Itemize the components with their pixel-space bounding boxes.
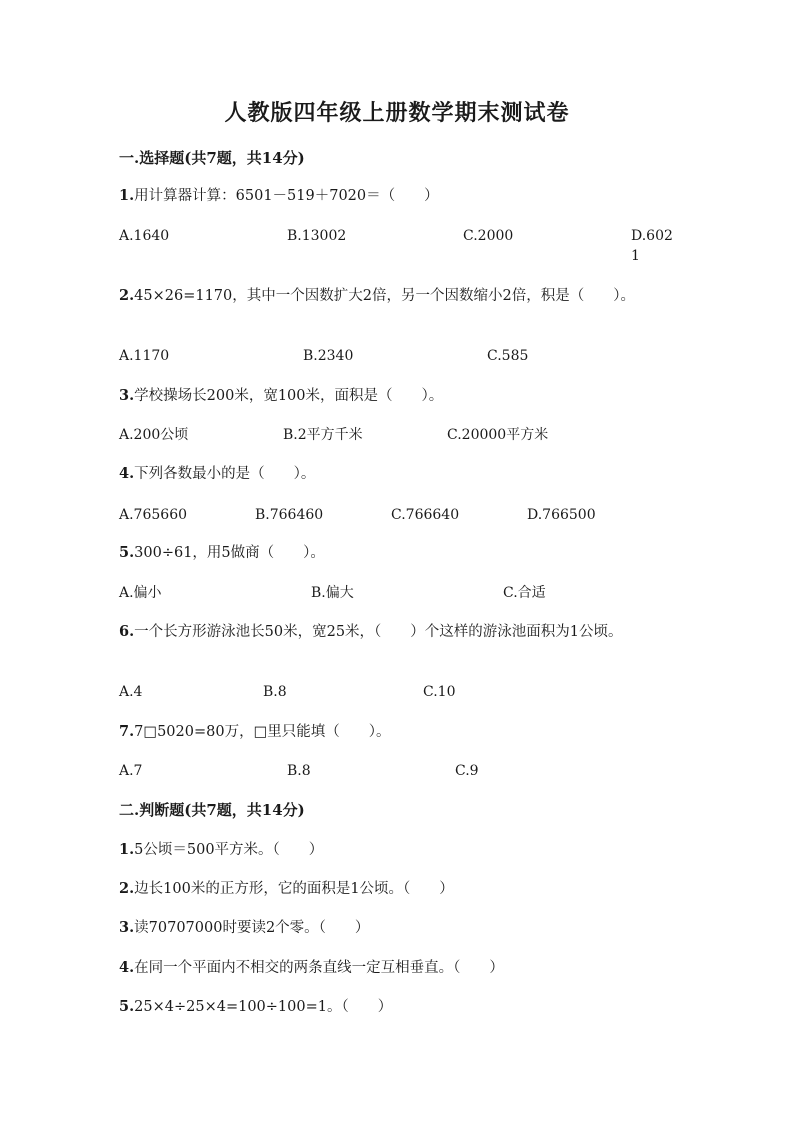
question-2 (119, 286, 679, 306)
option-c: C.20000平方米 (447, 427, 549, 443)
option-a: A.1640 (119, 228, 170, 244)
option-b: B.13002 (287, 228, 347, 244)
option-b: B.2平方千米 (283, 427, 363, 443)
question-text: 45×26=1170，其中一个因数扩大2倍，另一个因数缩小2倍，积是（ ）。 (134, 288, 635, 304)
question-number: 4. (119, 465, 135, 482)
question-7 (119, 722, 679, 742)
question-number: 3. (119, 387, 135, 404)
question-number: 5. (119, 998, 135, 1015)
question-number: 3. (119, 919, 135, 936)
option-c: C.585 (487, 348, 529, 364)
option-c: C.2000 (463, 228, 514, 244)
option-b: B.8 (263, 684, 287, 700)
judgment-3 (119, 918, 679, 938)
question-text: 7□5020=80万，□里只能填（ ）。 (134, 724, 391, 740)
question-number: 5. (119, 544, 135, 561)
question-text: 一个长方形游泳池长50米，宽25米，（ ）个这样的游泳池面积为1公顷。 (134, 624, 623, 640)
question-number: 1. (119, 841, 135, 858)
question-number: 7. (119, 723, 135, 740)
option-b: B.偏大 (311, 585, 354, 601)
option-a: A.1170 (119, 348, 170, 364)
option-c: C.10 (423, 684, 456, 700)
question-number: 1. (119, 187, 135, 204)
options-row (119, 761, 679, 801)
option-d: D.6021 (631, 228, 673, 264)
option-c: C.9 (455, 763, 479, 779)
page-title: 人教版四年级上册数学期末测试卷 (224, 100, 570, 126)
options-row (119, 425, 679, 465)
question-text: 在同一个平面内不相交的两条直线一定互相垂直。（ ） (134, 960, 504, 976)
option-b: B.766460 (255, 507, 324, 523)
option-a: A.偏小 (119, 585, 162, 601)
question-text: 读70707000时要读2个零。（ ） (134, 920, 370, 936)
options-row (119, 583, 679, 623)
question-text: 用计算器计算：6501－519＋7020＝（ ） (134, 188, 439, 204)
options-row (119, 226, 679, 266)
option-d: D.766500 (527, 507, 596, 523)
question-text: 25×4÷25×4=100÷100=1。（ ） (134, 999, 393, 1015)
question-number: 6. (119, 623, 135, 640)
option-c: C.合适 (503, 585, 546, 601)
judgment-4 (119, 958, 679, 978)
option-a: A.7 (119, 763, 143, 779)
judgment-5 (119, 997, 679, 1017)
options-row (119, 682, 679, 722)
option-c: C.766640 (391, 507, 460, 523)
section-heading-judgment: 二.判断题(共7题，共14分) (119, 801, 305, 819)
section-heading-choice: 一.选择题(共7题，共14分) (119, 149, 305, 167)
option-a: A.765660 (119, 507, 188, 523)
question-text: 5公顷＝500平方米。（ ） (134, 842, 324, 858)
question-4 (119, 464, 679, 484)
question-number: 2. (119, 287, 135, 304)
question-1 (119, 186, 679, 206)
question-text: 下列各数最小的是（ ）。 (134, 466, 316, 482)
question-3 (119, 386, 679, 406)
question-6 (119, 622, 679, 642)
judgment-2 (119, 879, 679, 899)
judgment-1 (119, 840, 679, 860)
option-a: A.200公顷 (119, 427, 189, 443)
option-b: B.8 (287, 763, 311, 779)
question-5 (119, 543, 679, 563)
question-text: 300÷61，用5做商（ ）。 (134, 545, 325, 561)
question-number: 2. (119, 880, 135, 897)
question-text: 边长100米的正方形，它的面积是1公顷。（ ） (134, 881, 454, 897)
question-text: 学校操场长200米，宽100米，面积是（ ）。 (134, 388, 444, 404)
options-row (119, 346, 679, 386)
question-number: 4. (119, 959, 135, 976)
option-b: B.2340 (303, 348, 354, 364)
option-a: A.4 (119, 684, 143, 700)
options-row (119, 505, 679, 545)
